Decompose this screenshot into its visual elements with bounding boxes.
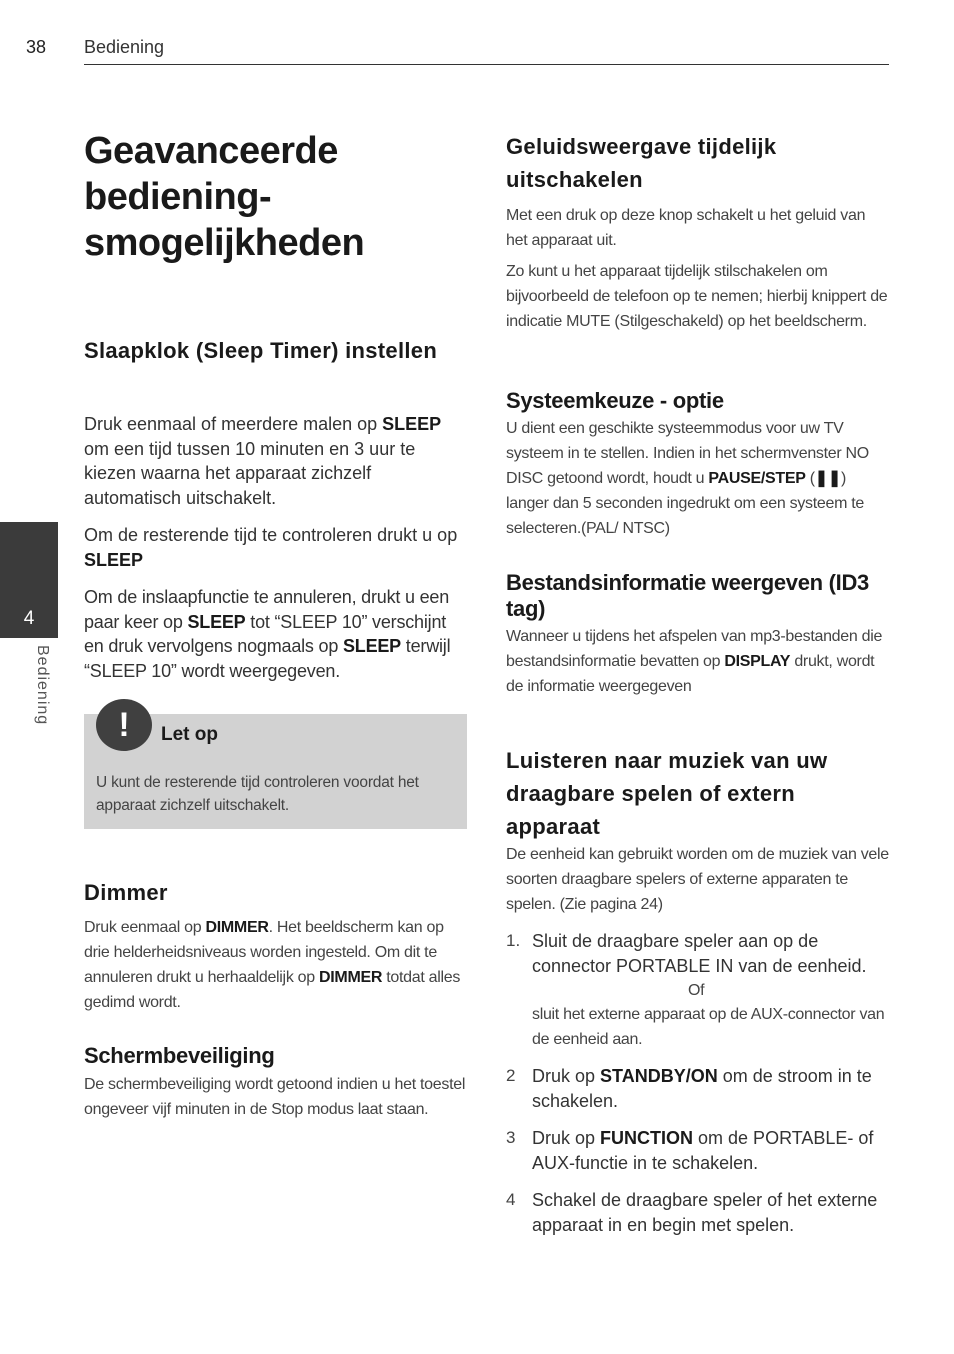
step-1-text: Sluit de draagbare speler aan op de connector PORTABLE IN van de eenheid.: [532, 931, 867, 976]
pause-icon: ❚❚: [814, 470, 841, 487]
system-paragraph: U dient een geschikte systeemmodus voor uw TV systeem in te stellen. Indien in het schermvenster NO DISC getoond wordt, houdt u PAUSE/STEP (❚❚) langer dan 5 seconden ingedrukt om een systeem te selecteren.(PAL/ NTSC): [506, 420, 869, 537]
mute-paragraph-1: Met een druk op deze knop schakelt u het geluid van het apparaat uit.: [506, 207, 866, 249]
screensaver-paragraph: De schermbeveiliging wordt getoond indien u het toestel ongeveer vijf minuten in de Stop modus laat staan.: [84, 1076, 466, 1118]
screensaver-heading: Schermbeveiliging: [84, 1043, 275, 1068]
mute-paragraph-2: Zo kunt u het apparaat tijdelijk stilschakelen om bijvoorbeeld de telefoon op te nemen; hierbij knippert de indicatie MUTE (Stilgeschakeld) op het beeldscherm.: [506, 263, 888, 330]
exclamation-icon: !: [96, 699, 152, 751]
header-rule: [84, 64, 889, 65]
page-title: Geavanceerde bediening-smogelijkheden: [84, 130, 365, 264]
mute-heading: Geluidsweergave tijdelijk uitschakelen: [506, 134, 777, 192]
portable-intro: De eenheid kan gebruikt worden om de muziek van vele soorten draagbare spelers of externe apparaten te spelen. (Zie pagina 24): [506, 846, 889, 913]
note-title: Let op: [161, 724, 218, 745]
step-1-alt: sluit het externe apparaat op de AUX-connector van de eenheid aan.: [532, 1006, 885, 1048]
chapter-number: 4: [23, 608, 35, 629]
step-number: 2: [506, 1066, 516, 1085]
step-number: 1.: [506, 931, 521, 950]
sleep-paragraph-2: Om de resterende tijd te controleren drukt u op SLEEP: [84, 525, 458, 570]
id3-heading: Bestandsinformatie weergeven (ID3 tag): [506, 570, 869, 621]
step-1-or: Of: [688, 982, 705, 999]
dimmer-paragraph: Druk eenmaal op DIMMER. Het beeldscherm kan op drie helderheidsniveaus worden ingesteld. Om dit te annuleren drukt u herhaaldelijk op DIMMER totdat alles gedimd wordt.: [84, 919, 461, 1011]
dimmer-heading: Dimmer: [84, 880, 168, 905]
step-3-text: Druk op FUNCTION om de PORTABLE- of AUX-functie in te schakelen.: [532, 1128, 874, 1173]
id3-paragraph: Wanneer u tijdens het afspelen van mp3-bestanden die bestandsinformatie bevatten op DISPLAY drukt, wordt de informatie weergegeven: [506, 628, 883, 695]
note-text: U kunt de resterende tijd controleren voordat het apparaat zichzelf uitschakelt.: [96, 774, 419, 814]
portable-heading: Luisteren naar muziek van uw draagbare spelen of extern apparaat: [506, 748, 828, 839]
step-number: 4: [506, 1190, 516, 1209]
running-header: Bediening: [84, 37, 165, 57]
sleep-paragraph-3: Om de inslaapfunctie te annuleren, drukt u een paar keer op SLEEP tot “SLEEP 10” verschijnt en druk vervolgens nogmaals op SLEEP terwijl “SLEEP 10” wordt weergegeven.: [84, 587, 451, 681]
step-4-text: Schakel de draagbare speler of het externe apparaat in en begin met spelen.: [532, 1190, 878, 1235]
step-number: 3: [506, 1128, 516, 1147]
sleep-heading: Slaapklok (Sleep Timer) instellen: [84, 338, 438, 363]
chapter-label: Bediening: [34, 645, 51, 726]
page-number: 38: [26, 37, 47, 57]
sleep-paragraph-1: Druk eenmaal of meerdere malen op SLEEP om een tijd tussen 10 minuten en 3 uur te kiezen waarna het apparaat zichzelf automatisch uitschakelt.: [84, 414, 442, 508]
step-2-text: Druk op STANDBY/ON om de stroom in te schakelen.: [532, 1066, 872, 1111]
system-heading: Systeemkeuze - optie: [506, 388, 724, 413]
